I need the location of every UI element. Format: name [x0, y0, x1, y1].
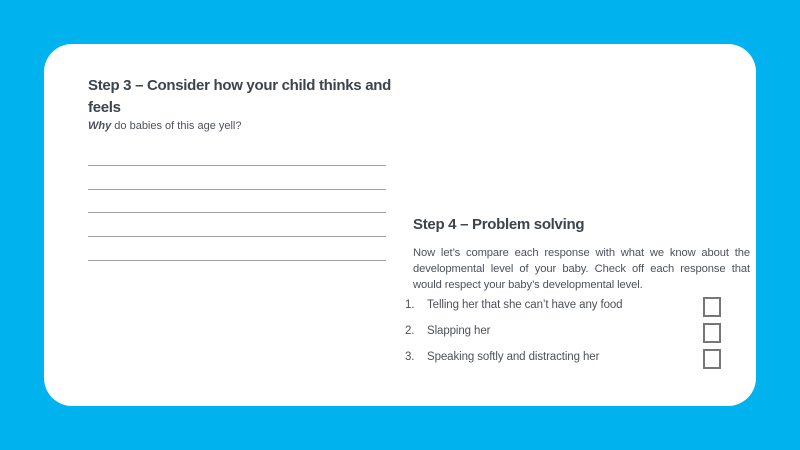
answer-line	[88, 165, 386, 166]
answer-line	[88, 236, 386, 237]
step4-title: Step 4 – Problem solving	[413, 216, 585, 233]
response-number: 2.	[405, 325, 415, 337]
answer-line	[88, 212, 386, 213]
answer-line	[88, 189, 386, 190]
question-text: do babies of this age yell?	[111, 120, 242, 132]
response-label: Slapping her	[427, 325, 491, 337]
response-checkbox[interactable]	[703, 297, 721, 317]
response-checkbox[interactable]	[703, 349, 721, 369]
response-item	[405, 323, 721, 343]
response-list	[405, 297, 721, 375]
question-emphasis: Why	[88, 120, 112, 132]
step4-intro: Now let’s compare each response with what we know about the developmental level of your baby. Check off each response that would respect your baby’s developmental level.	[413, 247, 750, 291]
response-checkbox[interactable]	[703, 323, 721, 343]
response-item	[405, 297, 721, 317]
step3-question	[88, 120, 242, 132]
answer-line	[88, 260, 386, 261]
response-number: 3.	[405, 351, 415, 363]
response-number: 1.	[405, 299, 415, 311]
response-item	[405, 349, 721, 369]
step3-title: Step 3 – Consider how your child thinks and feels	[88, 77, 391, 116]
answer-lines	[88, 165, 386, 283]
worksheet-card	[44, 44, 756, 406]
response-label: Speaking softly and distracting her	[427, 351, 600, 363]
response-label: Telling her that she can’t have any food	[427, 299, 623, 311]
